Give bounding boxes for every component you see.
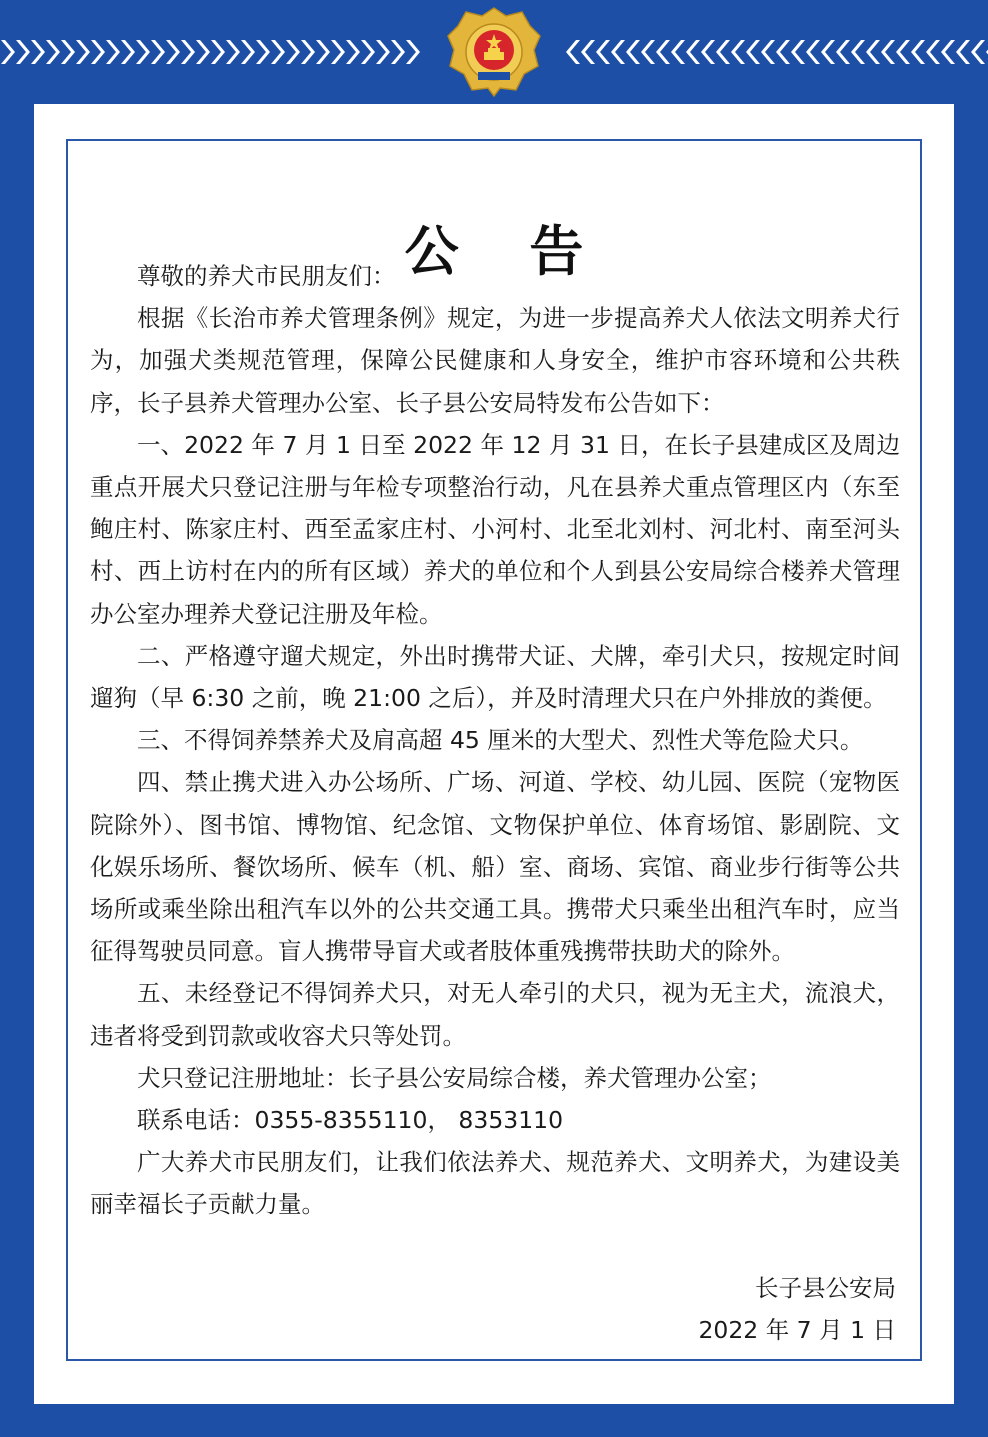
paragraph-item-2: 二、严格遵守遛犬规定，外出时携带犬证、犬牌，牵引犬只，按规定时间遛狗（早 6:30 之前，晚 21:00 之后），并及时清理犬只在户外排放的粪便。 (90, 641, 900, 713)
notice-paper (34, 104, 954, 1404)
contact-phone: 联系电话：0355-8355110， 8353110 (137, 1106, 564, 1135)
paragraph-item-1: 一、2022 年 7 月 1 日至 2022 年 12 月 31 日，在长子县建成区及周边重点开展犬只登记注册与年检专项整治行动，凡在县养犬重点管理区内（东至鲍庄村、陈家庄村、西至孟家庄村、小河村、北至北刘村、河北村、南至河头村、西上访村在内的所有区域）养犬的单位和个人到县公安局综合楼养犬管理办公室办理养犬登记注册及年检。 (90, 430, 900, 628)
issue-date: 2022 年 7 月 1 日 (698, 1316, 896, 1344)
closing-paragraph: 广大养犬市民朋友们，让我们依法养犬、规范养犬、文明养犬，为建设美丽幸福长子贡献力量。 (90, 1148, 900, 1219)
paragraph-item-3: 三、不得饲养禁养犬及肩高超 45 厘米的大型犬、烈性犬等危险犬只。 (137, 726, 864, 755)
signature-block (698, 1267, 896, 1351)
paragraph-intro: 根据《长治市养犬管理条例》规定，为进一步提高养犬人依法文明养犬行为，加强犬类规范管理，保障公民健康和人身安全，维护市容环境和公共秩序，长子县养犬管理办公室、长子县公安局特发布公告如下： (90, 304, 900, 417)
greeting: 尊敬的养犬市民朋友们： (137, 262, 396, 290)
notice-title: 公 告 (404, 220, 610, 283)
police-badge-icon (446, 6, 542, 98)
header-banner (0, 0, 988, 104)
chevron-pattern-icon (0, 38, 420, 66)
signer: 长子县公安局 (755, 1274, 896, 1302)
notice-body (90, 255, 900, 1226)
notice-frame (66, 139, 922, 1361)
chevron-stripe-left (0, 38, 420, 66)
chevron-pattern-icon (566, 38, 988, 66)
chevron-stripe-right (566, 38, 988, 66)
registration-address: 犬只登记注册地址：长子县公安局综合楼，养犬管理办公室； (137, 1063, 772, 1092)
paragraph-item-5: 五、未经登记不得饲养犬只，对无人牵引的犬只，视为无主犬，流浪犬，违者将受到罚款或收容犬只等处罚。 (90, 979, 900, 1050)
paragraph-item-4: 四、禁止携犬进入办公场所、广场、河道、学校、幼儿园、医院（宠物医院除外）、图书馆、博物馆、纪念馆、文物保护单位、体育场馆、影剧院、文化娱乐场所、餐饮场所、候车（机、船）室、商场、宾馆、商业步行街等公共场所或乘坐除出租汽车以外的公共交通工具。携带犬只乘坐出租汽车时，应当征得驾驶员同意。盲人携带导盲犬或者肢体重残携带扶助犬的除外。 (90, 768, 900, 966)
